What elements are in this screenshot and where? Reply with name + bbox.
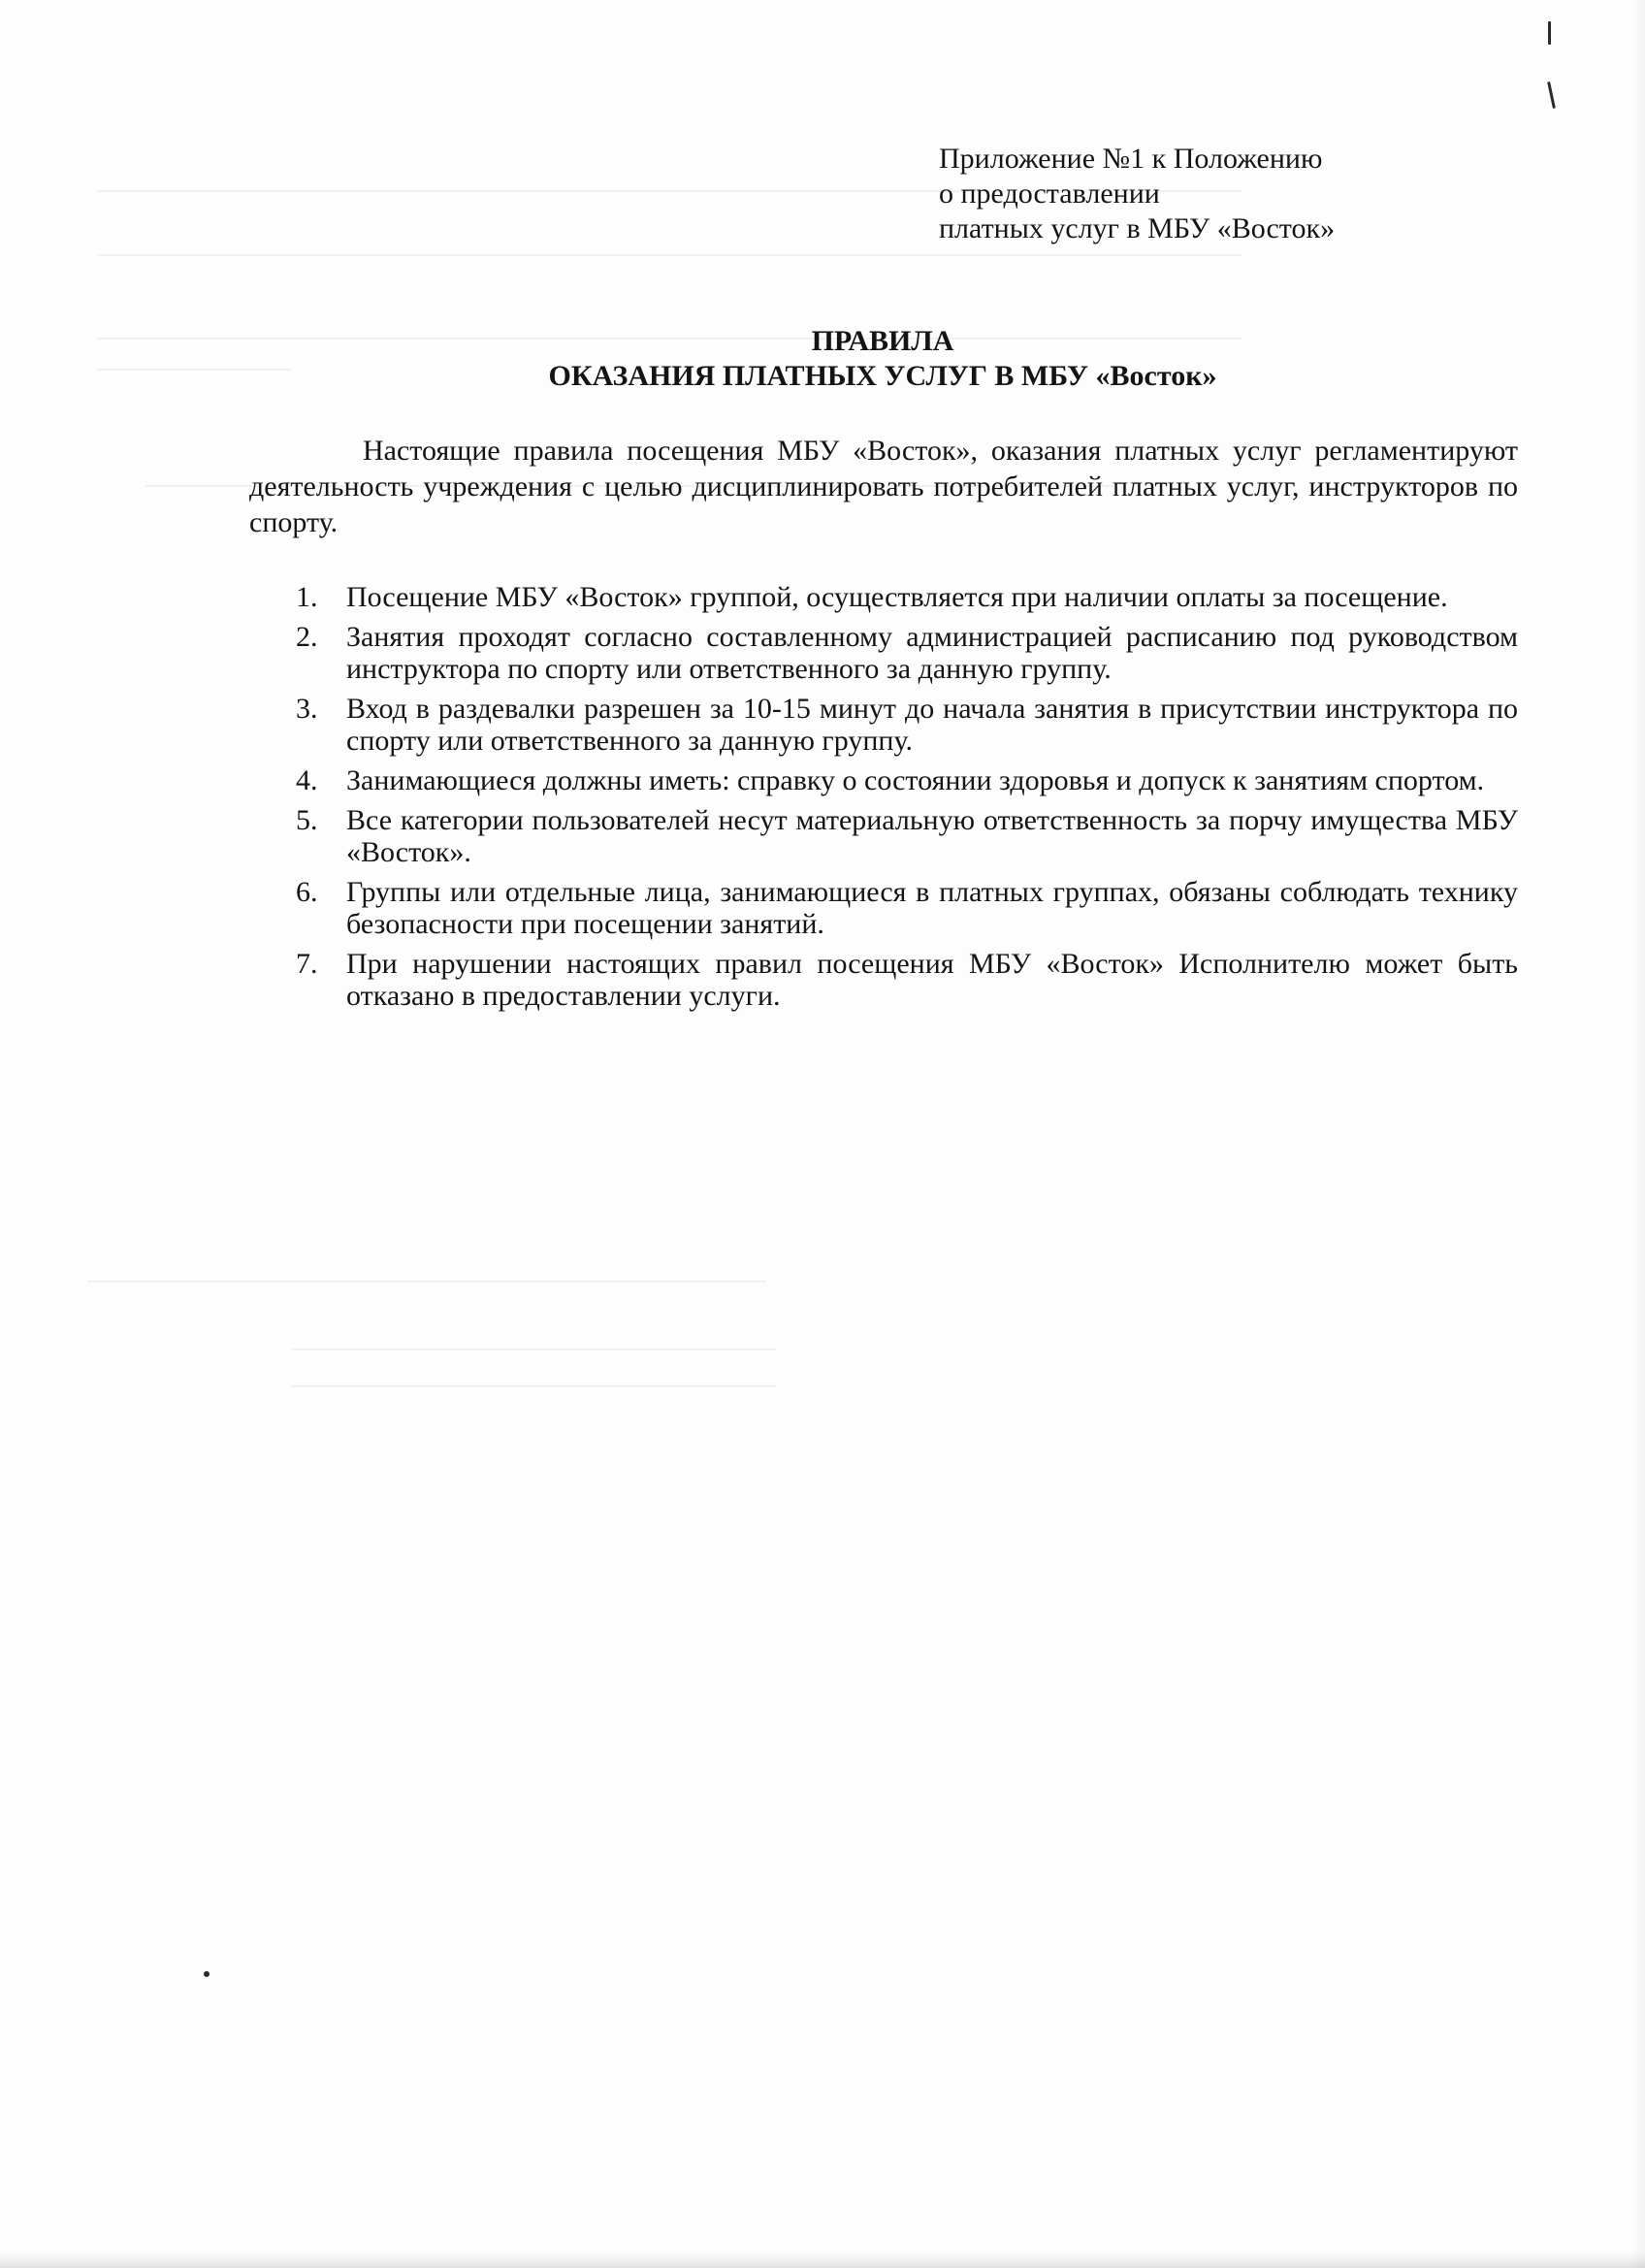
rule-number: 2. — [296, 621, 318, 653]
rule-number: 3. — [296, 693, 318, 725]
appendix-note — [939, 142, 1335, 246]
appendix-line: Приложение №1 к Положению — [939, 143, 1323, 175]
rule-number: 4. — [296, 764, 318, 796]
rule-text: Группы или отдельные лица, занимающиеся в платных группах, обязаны соблюдать технику безопасности при посещении занятий. — [346, 876, 1518, 940]
rule-text: Посещение МБУ «Восток» группой, осуществляется при наличии оплаты за посещение. — [346, 581, 1448, 613]
rule-text: Занятия проходят согласно составленному администрацией расписанию под руководством инструктора по спорту или ответственного за данную группу. — [346, 621, 1518, 685]
rule-item — [296, 693, 1518, 757]
scan-artifact — [97, 254, 1242, 256]
rule-item — [296, 764, 1518, 796]
rule-number: 1. — [296, 581, 318, 613]
scan-bottom-edge — [0, 2251, 1645, 2268]
rule-text: Вход в раздевалки разрешен за 10-15 минут до начала занятия в присутствии инструктора по спорту или ответственного за данную группу. — [346, 693, 1518, 757]
rule-number: 5. — [296, 804, 318, 836]
scan-artifact — [291, 1385, 776, 1387]
scan-mark — [1548, 21, 1551, 45]
appendix-line: о предоставлении — [939, 178, 1160, 210]
intro-paragraph: Настоящие правила посещения МБУ «Восток», оказания платных услуг регламентируют деятельность учреждения с целью дисциплинировать потребителей платных услуг, инструкторов по спорту. — [249, 435, 1518, 538]
rule-item — [296, 876, 1518, 940]
rule-item — [296, 581, 1518, 613]
rules-list — [296, 581, 1518, 1020]
rule-item — [296, 948, 1518, 1012]
rule-text: Занимающиеся должны иметь: справку о состоянии здоровья и допуск к занятиям спортом. — [346, 764, 1485, 796]
scan-mark — [1547, 81, 1556, 109]
rule-text: При нарушении настоящих правил посещения МБУ «Восток» Исполнителю может быть отказано в предоставлении услуги. — [346, 948, 1518, 1012]
scan-dot — [204, 1971, 210, 1977]
rule-text: Все категории пользователей несут материальную ответственность за порчу имущества МБУ «Восток». — [346, 804, 1518, 868]
title-line-2: ОКАЗАНИЯ ПЛАТНЫХ УСЛУГ В МБУ «Восток» — [548, 360, 1217, 392]
rule-item — [296, 621, 1518, 685]
scan-right-edge — [1631, 0, 1645, 2268]
scan-artifact — [291, 1348, 776, 1350]
title-line-1: ПРАВИЛА — [811, 325, 954, 357]
rule-number: 6. — [296, 876, 318, 908]
rule-item — [296, 804, 1518, 868]
scan-artifact — [87, 1280, 766, 1282]
appendix-line: платных услуг в МБУ «Восток» — [939, 212, 1336, 244]
rule-number: 7. — [296, 948, 318, 980]
document-title — [242, 324, 1523, 394]
